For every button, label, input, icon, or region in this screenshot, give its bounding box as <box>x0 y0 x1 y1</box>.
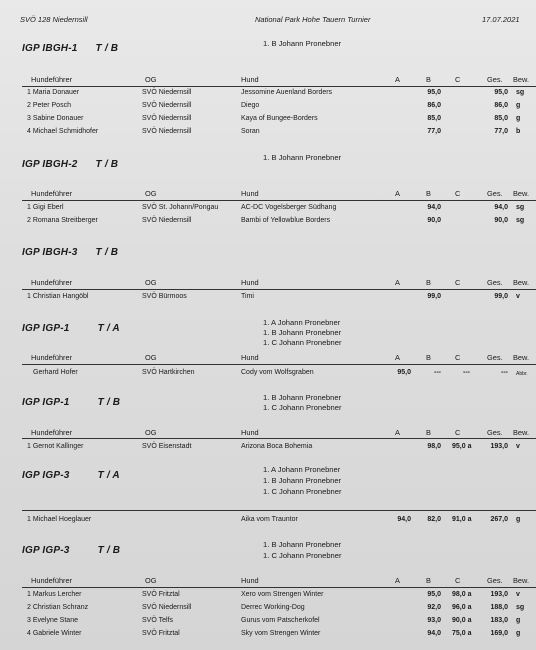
table-row: 1 Markus Lercher SVÖ Fritztal Xero vom Strengen Winter 95,0 98,0 a 193,0 v <box>27 591 520 598</box>
section-title: IGP IGP-3 T / B <box>22 545 121 556</box>
judge-line: 1. B Johann Pronebner <box>263 39 342 48</box>
section-title: IGP IGP-1 T / A <box>22 323 120 334</box>
table-row: 4 Michael Schmidhofer SVÖ Niedernsill Soran 77,0 77,0 b <box>27 128 521 135</box>
divider <box>22 587 536 588</box>
table-row: 1 Gigi Eberl SVÖ St. Johann/Pongau AC-DC Vogelsberger Südhang 94,0 94,0 sg <box>27 204 525 211</box>
column-header: Hundeführer OG Hund A B C Ges. Bew. <box>31 189 530 198</box>
column-header: Hundeführer OG Hund A B C Ges. Bew. <box>31 576 530 585</box>
table-row: 3 Evelyne Stane SVÖ Telfs Gurus vom Patscherkofel 93,0 90,0 a 183,0 g <box>27 617 521 624</box>
section-title: IGP IGP-3 T / A <box>22 470 120 481</box>
table-row: 2 Peter Posch SVÖ Niedernsill Diego 86,0 86,0 g <box>27 102 521 109</box>
table-row: 2 Christian Schranz SVÖ Niedernsill Derrec Working-Dog 92,0 96,0 a 188,0 sg <box>27 604 525 611</box>
judge-line: 1. C Johann Pronebner <box>263 403 342 412</box>
section-title: IGP IBGH-2 T / B <box>22 159 119 170</box>
table-row: 1 Gernot Kallinger SVÖ Eisenstadt Arizona Boca Bohemia 98,0 95,0 a 193,0 v <box>27 443 520 450</box>
judge-line: 1. C Johann Pronebner <box>263 551 342 560</box>
section-title: IGP IGP-1 T / B <box>22 397 121 408</box>
judge-line: 1. C Johann Pronebner <box>263 338 342 347</box>
event-date: 17.07.2021 <box>482 15 520 24</box>
table-row: 1 Maria Donauer SVÖ Niedernsill Jessomine Auenland Borders 95,0 95,0 sg <box>27 89 525 96</box>
judge-line: 1. B Johann Pronebner <box>263 393 342 402</box>
judge-line: 1. C Johann Pronebner <box>263 487 342 496</box>
divider <box>22 86 536 87</box>
judge-line: 1. A Johann Pronebner <box>263 465 341 474</box>
section-title: IGP IBGH-1 T / B <box>22 43 119 54</box>
club-name: SVÖ 128 Niedernsill <box>20 15 88 24</box>
judge-line: 1. A Johann Pronebner <box>263 318 341 327</box>
judge-line: 1. B Johann Pronebner <box>263 476 342 485</box>
table-row: 2 Romana Streitberger SVÖ Niedernsill Bambi of Yellowblue Borders 90,0 90,0 sg <box>27 217 525 224</box>
table-row: 3 Sabine Donauer SVÖ Niedernsill Kaya of Bungee-Borders 85,0 85,0 g <box>27 115 521 122</box>
column-header: Hundeführer OG Hund A B C Ges. Bew. <box>31 428 530 437</box>
column-header: Hundeführer OG Hund A B C Ges. Bew. <box>31 75 530 84</box>
judge-line: 1. B Johann Pronebner <box>263 153 342 162</box>
column-header: Hundeführer OG Hund A B C Ges. Bew. <box>31 278 530 287</box>
divider <box>22 438 536 439</box>
event-name: National Park Hohe Tauern Turnier <box>255 15 371 24</box>
divider <box>22 510 536 511</box>
table-row: Gerhard Hofer SVÖ Hartkirchen Cody vom Wolfsgraben 95,0 --- --- --- Abbr. <box>33 369 528 377</box>
section-title: IGP IBGH-3 T / B <box>22 247 119 258</box>
divider <box>22 364 536 365</box>
divider <box>22 200 536 201</box>
divider <box>22 289 536 290</box>
table-row: 1 Christian Hangöbl SVÖ Bürmoos Timi 99,0 99,0 v <box>27 293 520 300</box>
table-row: 1 Michael Hoeglauer Aika vom Trauntor 94,0 82,0 91,0 a 267,0 g <box>27 516 521 523</box>
column-header: Hundeführer OG Hund A B C Ges. Bew. <box>31 353 530 362</box>
judge-line: 1. B Johann Pronebner <box>263 540 342 549</box>
judge-line: 1. B Johann Pronebner <box>263 328 342 337</box>
table-row: 4 Gabriele Winter SVÖ Fritztal Sky vom Strengen Winter 94,0 75,0 a 169,0 g <box>27 630 521 637</box>
